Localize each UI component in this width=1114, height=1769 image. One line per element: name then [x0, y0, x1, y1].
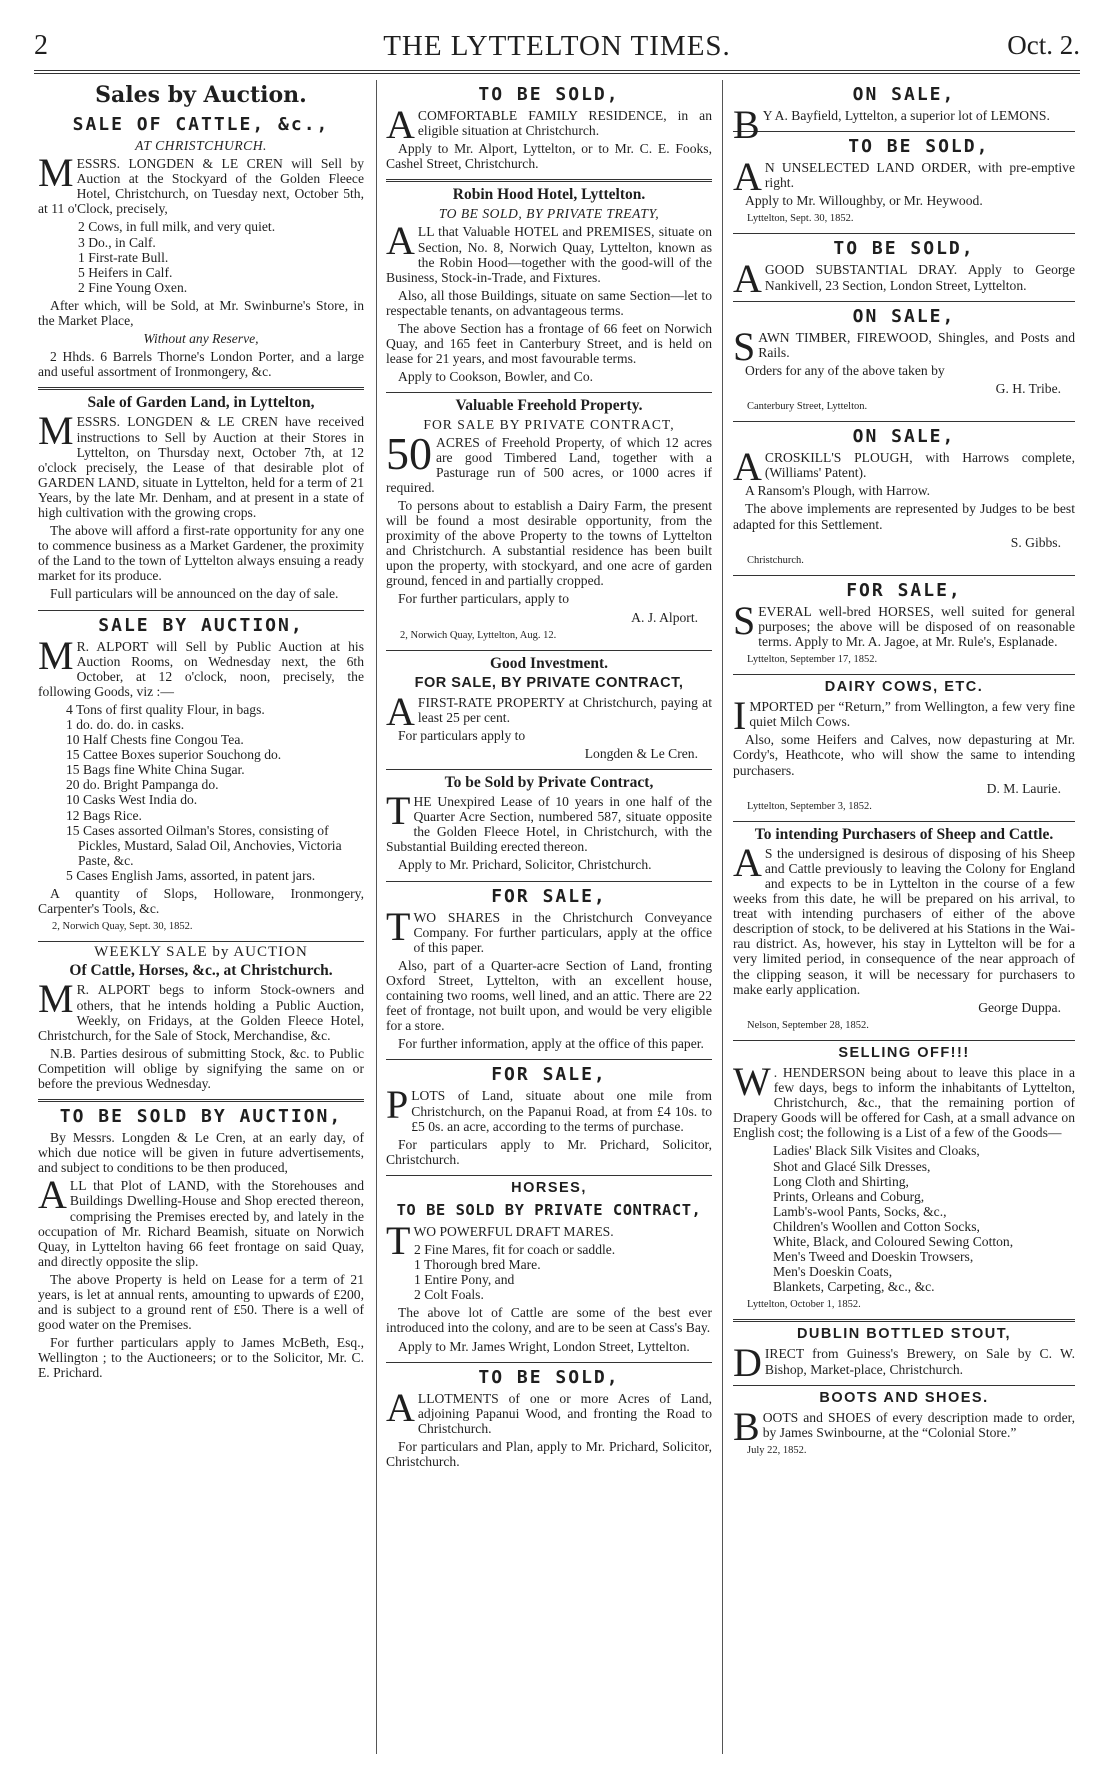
- list-item: 15 Bags fine White China Sugar.: [66, 762, 245, 778]
- list-item: 10 Half Chests fine Congou Tea.: [66, 732, 244, 748]
- ad-freehold-property: [386, 393, 712, 650]
- ad-text: LOTS of Land, situate about one mile from Christchurch, on the Papanui Road, at from £4 10s. to £5 0s. an acre, according to the terms of purchase.: [411, 1088, 712, 1134]
- ad-signature: George Duppa.: [978, 999, 1061, 1015]
- column-2: [386, 80, 712, 1754]
- ad-text: ACRES of Freehold Property, of which 12 acres are good Timbered Land, together with a Pasturage run of 500 acres, or 1000 acres if required.: [386, 434, 712, 495]
- list-item: 4 Tons of first quality Flour, in bags.: [66, 701, 265, 717]
- drop-cap: W: [733, 1058, 771, 1104]
- header-rule: [34, 70, 1080, 71]
- ad-heading: Robin Hood Hotel, Lyttelton.: [452, 186, 646, 204]
- ad-subheading: FOR SALE, BY PRIVATE CONTRACT,: [414, 674, 684, 691]
- ad-heading: TO BE SOLD,: [848, 136, 990, 158]
- ad-heading: WEEKLY SALE by AUCTION: [94, 944, 308, 961]
- list-item: 1 Thorough bred Mare.: [414, 1257, 541, 1273]
- ad-text: ESSRS. LONGDEN & LE CREN will Sell by Auction at the Stockyard of the Golden Fleece Hotel, Christchurch, on Tuesday next, October 5th, at 11 o'Clock, precisely,: [38, 156, 364, 217]
- list-item: 5 Cases English Jams, assorted, in patent jars.: [66, 867, 316, 883]
- column-1: [38, 80, 364, 1754]
- column-divider-2: [722, 80, 723, 1754]
- drop-cap: A: [733, 444, 762, 490]
- issue-date: Oct. 2.: [1007, 30, 1080, 60]
- list-item: 15 Cattee Boxes superior Souchong do.: [66, 747, 282, 763]
- drop-cap: A: [733, 154, 762, 200]
- ad-heading: SALE OF CATTLE, &c.,: [72, 114, 330, 135]
- ad-text: S the undersigned is desirous of disposing of his Sheep and Cattle previously to leaving the Colony for England and expects to be in Lyttelton in the course of a few weeks from this date, he will be prepared on his arrival, to treat with intending purchasers of either of the above description of stock, to be delivered at his Stations in the Wai-rau district. As, however, his stay in Lyttelton will be for a very limited period, in consequence of the near approach of the clipping season, it will be necessary for purchasers to make early application.: [733, 845, 1075, 997]
- ad-text: A Ransom's Plough, with Harrow.: [745, 483, 931, 499]
- ad-heading: FOR SALE,: [491, 1064, 607, 1086]
- drop-cap: M: [38, 976, 74, 1022]
- ad-signature: S. Gibbs.: [1010, 534, 1061, 550]
- list-item: Shot and Glacé Silk Dresses,: [773, 1158, 931, 1174]
- ad-text: For further information, apply at the office of this paper.: [398, 1036, 704, 1052]
- ad-text: Apply to Mr. James Wright, London Street, Lyttelton.: [398, 1338, 690, 1354]
- ad-text: HE Unexpired Lease of 10 years in one half of the Quarter Acre Section, numbered 587, situate opposite the Golden Fleece Hotel, in Christchurch, with the Substantial Building erected thereon.: [386, 794, 712, 855]
- newspaper-title: THE LYTTELTON TIMES.: [383, 30, 731, 62]
- list-item: 2 Colt Foals.: [414, 1287, 484, 1303]
- ad-address: Canterbury Street, Lyttelton.: [747, 401, 868, 413]
- ad-text: 2 Hhds. 6 Barrels Thorne's London Porter, and a large and useful assortment of Ironmongery, &c.: [38, 349, 364, 380]
- ad-sale-by-auction: [38, 611, 364, 943]
- list-item: 2 Fine Mares, fit for coach or saddle.: [414, 1241, 616, 1257]
- ad-heading: SELLING OFF!!!: [838, 1044, 970, 1061]
- list-item: 10 Casks West India do.: [66, 792, 198, 808]
- ad-text: The above Property is held on Lease for a term of 21 years, is let at annual rents, amounting to upwards of £200, and is subject to a ground rent of £50. There is a well of good water on the Premises.: [38, 1271, 364, 1333]
- list-item: 15 Cases assorted Oilman's Stores, consisting of Pickles, Mustard, Salad Oil, Anchovies, Victoria Paste, &c.: [66, 822, 342, 868]
- ad-text: EVERAL well-bred HORSES, well suited for general purposes; the above will be disposed of on reasonable terms. Apply to Mr. A. Jagoe, at Mr. Rule's, Esplanade.: [758, 603, 1075, 649]
- ad-text: Apply to Mr. Alport, Lyttelton, or to Mr. C. E. Fooks, Cashel Street, Christchurch.: [386, 141, 712, 172]
- ad-text: AWN TIMBER, FIREWOOD, Shingles, and Posts and Rails.: [758, 329, 1075, 360]
- drop-cap: D: [733, 1340, 762, 1386]
- list-item: Children's Woollen and Cotton Socks,: [773, 1218, 980, 1234]
- page-header: [34, 30, 1080, 68]
- ad-land-order: [733, 132, 1075, 234]
- ad-heading: Sale of Garden Land, in Lyttelton,: [87, 394, 315, 412]
- drop-cap: M: [38, 408, 74, 454]
- drop-cap: S: [733, 323, 756, 369]
- ad-heading: TO BE SOLD,: [833, 238, 975, 260]
- ad-dublin-stout: [733, 1322, 1075, 1385]
- ad-text: Also, all those Buildings, situate on same Section—let to respectable tenants, on advantageous terms.: [386, 287, 712, 318]
- ad-text: Full particulars will be announced on the day of sale.: [50, 586, 339, 602]
- ad-text: Apply to Cookson, Bowler, and Co.: [398, 369, 594, 385]
- ad-heading: TO BE SOLD,: [478, 84, 620, 105]
- ad-heading: BOOTS AND SHOES.: [819, 1389, 989, 1406]
- drop-cap: B: [733, 102, 760, 147]
- ad-address: 2, Norwich Quay, Sept. 30, 1852.: [52, 921, 193, 933]
- ad-sheep-and-cattle: [733, 822, 1075, 1041]
- ad-text: ESSRS. LONGDEN & LE CREN have received instructions to Sell by Auction at their Stores in Lyttelton, on Thursday next, October 7th, at 12 o'clock precisely, the Lease of that desirable plot of GARDEN LAND, situate in Lyttelton, held for a term of 21 Years, by the late Mr. Denham, and at present in a state of high cultivation with the growing crops.: [38, 414, 364, 520]
- drop-cap: A: [386, 688, 415, 734]
- drop-cap: A: [386, 102, 415, 147]
- ad-text: Also, part of a Quarter-acre Section of Land, fronting Oxford Street, Lyttelton, with an excellent house, containing two rooms, well lined, and an attic. There are 22 feet of frontage, not built upon, and would be very eligible for a store.: [386, 957, 712, 1034]
- ad-horses: [386, 1176, 712, 1363]
- drop-cap: 50: [386, 427, 432, 479]
- ad-text: WO POWERFUL DRAFT MARES.: [413, 1223, 614, 1239]
- item-list: [386, 1242, 712, 1302]
- ad-signature: D. M. Laurie.: [986, 780, 1061, 796]
- drop-cap: B: [733, 1403, 760, 1449]
- ad-plots-of-land: [386, 1060, 712, 1175]
- list-item: 5 Heifers in Calf.: [78, 264, 173, 280]
- list-item: White, Black, and Coloured Sewing Cotton,: [773, 1233, 1014, 1249]
- drop-cap: P: [386, 1082, 409, 1128]
- drop-cap: T: [386, 903, 411, 949]
- ad-text: Also, some Heifers and Calves, now depasturing at Mr. Cordy's, Heathcote, who will show the same to intending purchasers.: [733, 732, 1075, 778]
- drop-cap: I: [733, 693, 747, 739]
- list-item: 20 do. Bright Pampanga do.: [66, 777, 219, 793]
- ad-heading: DUBLIN BOTTLED STOUT,: [796, 1326, 1012, 1343]
- ad-heading: ON SALE,: [852, 426, 956, 448]
- ad-text: FIRST-RATE PROPERTY at Christchurch, paying at least 25 per cent.: [417, 694, 712, 725]
- ad-heading: ON SALE,: [852, 84, 956, 105]
- ad-heading: TO BE SOLD BY AUCTION,: [59, 1106, 343, 1128]
- ad-address: Nelson, September 28, 1852.: [747, 1019, 869, 1031]
- drop-cap: S: [733, 597, 756, 643]
- ad-heading: FOR SALE,: [846, 579, 962, 601]
- ad-text: IRECT from Guiness's Brewery, on Sale by C. W. Bishop, Market-place, Christchurch.: [764, 1346, 1075, 1377]
- ad-plough: [733, 422, 1075, 576]
- ad-heading: Valuable Freehold Property.: [455, 397, 643, 415]
- ad-text: N UNSELECTED LAND ORDER, with pre-emptive right.: [764, 160, 1075, 191]
- ad-text: For particulars and Plan, apply to Mr. Prichard, Solicitor, Christchurch.: [386, 1438, 712, 1469]
- ad-address: Lyttelton, September 3, 1852.: [747, 800, 872, 812]
- ad-text: The above Section has a frontage of 66 feet on Norwich Quay, and 165 feet in Canterbury Street, and is held on lease for 21 years, and most favourable terms.: [386, 321, 712, 367]
- ad-family-residence: [386, 80, 712, 182]
- ad-text: For further particulars, apply to: [398, 591, 570, 607]
- list-item: 2 Cows, in full milk, and very quiet.: [78, 219, 276, 235]
- ad-good-investment: [386, 651, 712, 770]
- ad-text: For further particulars apply to James McBeth, Esq., Wellington ; to the Auctioneers; or to the Solicitor, Mr. C. E. Prichard.: [38, 1335, 364, 1381]
- drop-cap: A: [733, 256, 762, 302]
- ad-horses-for-sale: [733, 576, 1075, 675]
- ad-text: For particulars apply to Mr. Prichard, Solicitor, Christchurch.: [386, 1136, 712, 1167]
- ad-text: R. ALPORT will Sell by Public Auction at his Auction Rooms, on Wednesday next, the 6th October, at 12 o'clock, noon, precisely, the following Goods, viz :—: [38, 638, 364, 699]
- ad-selling-off: [733, 1041, 1075, 1323]
- ad-text: R. ALPORT begs to inform Stock-owners and others, that he intends holding a Public Auction, Weekly, on Fridays, at the Golden Fleece Hotel, Christchurch, for the Sale of Stock, Merchandise, &c.: [38, 982, 364, 1043]
- ad-text: Apply to Mr. Prichard, Solicitor, Christchurch.: [398, 857, 652, 873]
- ad-signature: Longden & Le Cren.: [584, 746, 698, 761]
- ad-text: LLOTMENTS of one or more Acres of Land, adjoining Papanui Wood, and fronting the Road to Christchurch.: [417, 1390, 712, 1436]
- ad-to-be-sold-by-auction: [38, 1102, 364, 1389]
- page-number: 2: [34, 30, 48, 61]
- list-item: 12 Bags Rice.: [66, 807, 142, 823]
- ad-text: CROSKILL'S PLOUGH, with Harrows complete, (Williams' Patent).: [764, 450, 1075, 481]
- header-rule-2: [34, 73, 1080, 74]
- drop-cap: A: [38, 1172, 67, 1218]
- list-item: 1 Entire Pony, and: [414, 1272, 515, 1288]
- list-item: Men's Tweed and Doeskin Trowsers,: [773, 1249, 974, 1265]
- item-list: [733, 1143, 1075, 1294]
- ad-text: For particulars apply to: [398, 727, 526, 743]
- ad-text: Y A. Bayfield, Lyttelton, a superior lot of LEMONS.: [762, 108, 1050, 123]
- drop-cap: A: [386, 218, 415, 264]
- list-item: Long Cloth and Shirting,: [773, 1173, 909, 1189]
- ad-two-shares: [386, 882, 712, 1061]
- section-heading: Sales by Auction.: [95, 82, 307, 108]
- ad-heading: DAIRY COWS, ETC.: [824, 679, 984, 696]
- drop-cap: M: [38, 150, 74, 196]
- ad-address: July 22, 1852.: [747, 1444, 807, 1456]
- ad-weekly-sale: [38, 942, 364, 1102]
- list-item: 2 Fine Young Oxen.: [78, 279, 188, 295]
- ad-heading: Good Investment.: [490, 654, 608, 672]
- column-divider-1: [376, 80, 377, 1754]
- ad-address: Lyttelton, September 17, 1852.: [747, 654, 878, 666]
- ad-robin-hood-hotel: [386, 182, 712, 393]
- ad-subheading: TO BE SOLD, BY PRIVATE TREATY,: [438, 206, 660, 222]
- list-item: 3 Do., in Calf.: [78, 234, 156, 250]
- ad-text: . HENDERSON being about to leave this place in a few days, begs to inform the inhabitants of Lyttelton, Christchurch, &c., that the remaining portion of Drapery Goods will be offered for Cash, at a small advance on English cost; the following is a List of a few of the Goods—: [733, 1064, 1075, 1141]
- ad-signature: G. H. Tribe.: [995, 380, 1061, 396]
- ad-subheading: TO BE SOLD BY PRIVATE CONTRACT,: [396, 1200, 702, 1219]
- ad-heading: To be Sold by Private Contract,: [444, 774, 654, 792]
- ad-heading: HORSES,: [511, 1179, 587, 1196]
- ad-heading: To intending Purchasers of Sheep and Cattle.: [754, 825, 1054, 843]
- list-item: Blankets, Carpeting, &c., &c.: [773, 1279, 935, 1295]
- ad-heading: ON SALE,: [852, 305, 956, 327]
- list-item: 1 First-rate Bull.: [78, 249, 169, 265]
- ad-text: The above will afford a first-rate opportunity for any one to commence business as a Market Gardener, the proximity of the Land to the town of Lyttelton always ensuing a ready market for its produce.: [38, 523, 364, 584]
- ad-garden-land: [38, 390, 364, 610]
- ad-dray: [733, 234, 1075, 301]
- ad-dairy-cows: [733, 675, 1075, 822]
- ad-text: To persons about to establish a Dairy Farm, the present will be found a most desirable opportunity, from the proximity of the above Property to the towns of Lyttelton and Christchurch. A substantial residence has been built upon the property, with stockyard, and one acre of garden ground, fenced in and partially cropped.: [386, 497, 712, 589]
- item-list: [38, 702, 364, 883]
- drop-cap: A: [733, 839, 762, 885]
- ad-address: Lyttelton, Sept. 30, 1852.: [747, 213, 854, 225]
- ad-address: Christchurch.: [747, 554, 804, 566]
- ad-text: GOOD SUBSTANTIAL DRAY. Apply to George Nankivell, 23 Section, London Street, Lyttelton.: [764, 262, 1075, 293]
- list-item: 1 do. do. do. in casks.: [66, 717, 185, 732]
- item-list: [38, 219, 364, 294]
- ad-text: Orders for any of the above taken by: [745, 362, 945, 378]
- ad-subheading: AT CHRISTCHURCH.: [135, 138, 267, 153]
- drop-cap: A: [386, 1384, 415, 1430]
- ad-text: Without any Reserve,: [143, 331, 259, 347]
- ad-text: A quantity of Slops, Holloware, Ironmongery, Carpenter's Tools, &c.: [38, 886, 364, 917]
- ad-text: OOTS and SHOES of every description made to order, by James Swinbourne, at the “Colonial Store.”: [762, 1409, 1075, 1440]
- ad-sale-of-cattle: [38, 110, 364, 390]
- ad-text: LL that Valuable HOTEL and PREMISES, situate on Section, No. 8, Norwich Quay, Lyttelton, known as the Robin Hood—together with the good-will of the Business, Stock-in-Trade, and Fixtures.: [386, 224, 712, 285]
- ad-heading: SALE BY AUCTION,: [98, 614, 304, 636]
- ad-allotments: [386, 1363, 712, 1477]
- ad-text: LL that Plot of LAND, with the Storehouses and Buildings Dwelling-House and Shop erected thereon, comprising the Premises erected by, and lately in the occupation of Mr. Richard Beamish, situate on Norwich Quay, in Lyttelton having 66 feet frontage on said Quay, and directly opposite the slip.: [38, 1178, 364, 1269]
- list-item: Lamb's-wool Pants, Socks, &c.,: [773, 1203, 947, 1219]
- ad-sawn-timber: [733, 302, 1075, 422]
- drop-cap: T: [386, 1217, 411, 1263]
- ad-heading: TO BE SOLD,: [478, 1366, 620, 1388]
- ad-boots-and-shoes: [733, 1386, 1075, 1465]
- ad-subheading: FOR SALE BY PRIVATE CONTRACT,: [423, 417, 675, 433]
- ad-signature: A. J. Alport.: [631, 609, 698, 625]
- column-3: [733, 80, 1075, 1754]
- ad-text: By Messrs. Longden & Le Cren, at an early day, of which due notice will be given in future advertisements, and subject to conditions to be then produced,: [38, 1130, 364, 1176]
- drop-cap: T: [386, 788, 411, 834]
- ad-text: The above implements are represented by Judges to be best adapted for this Settlement.: [733, 501, 1075, 532]
- drop-cap: M: [38, 632, 74, 678]
- ad-heading: FOR SALE,: [491, 885, 607, 907]
- list-item: Ladies' Black Silk Visites and Cloaks,: [773, 1143, 980, 1159]
- ad-text: MPORTED per “Return,” from Wellington, a few very fine quiet Milch Cows.: [749, 699, 1075, 730]
- ad-address: Lyttelton, October 1, 1852.: [747, 1299, 861, 1311]
- ad-subheading: Of Cattle, Horses, &c., at Christchurch.: [69, 962, 333, 980]
- ad-text: After which, will be Sold, at Mr. Swinburne's Store, in the Market Place,: [38, 297, 364, 329]
- ad-unexpired-lease: [386, 770, 712, 881]
- ad-text: N.B. Parties desirous of submitting Stock, &c. to Public Competition will oblige by signifying the same on or before the previous Wednesday.: [38, 1045, 364, 1091]
- ad-text: WO SHARES in the Christchurch Conveyance Company. For further particulars, apply at the office of this paper.: [413, 909, 712, 955]
- list-item: Prints, Orleans and Coburg,: [773, 1188, 925, 1204]
- ad-text: Apply to Mr. Willoughby, or Mr. Heywood.: [745, 193, 983, 209]
- ad-text: The above lot of Cattle are some of the best ever introduced into the colony, and are to be seen at Cass's Bay.: [386, 1305, 712, 1336]
- list-item: Men's Doeskin Coats,: [773, 1264, 893, 1280]
- ad-text: COMFORTABLE FAMILY RESIDENCE, in an eligible situation at Christchurch.: [417, 108, 712, 139]
- ad-address: 2, Norwich Quay, Lyttelton, Aug. 12.: [400, 629, 557, 641]
